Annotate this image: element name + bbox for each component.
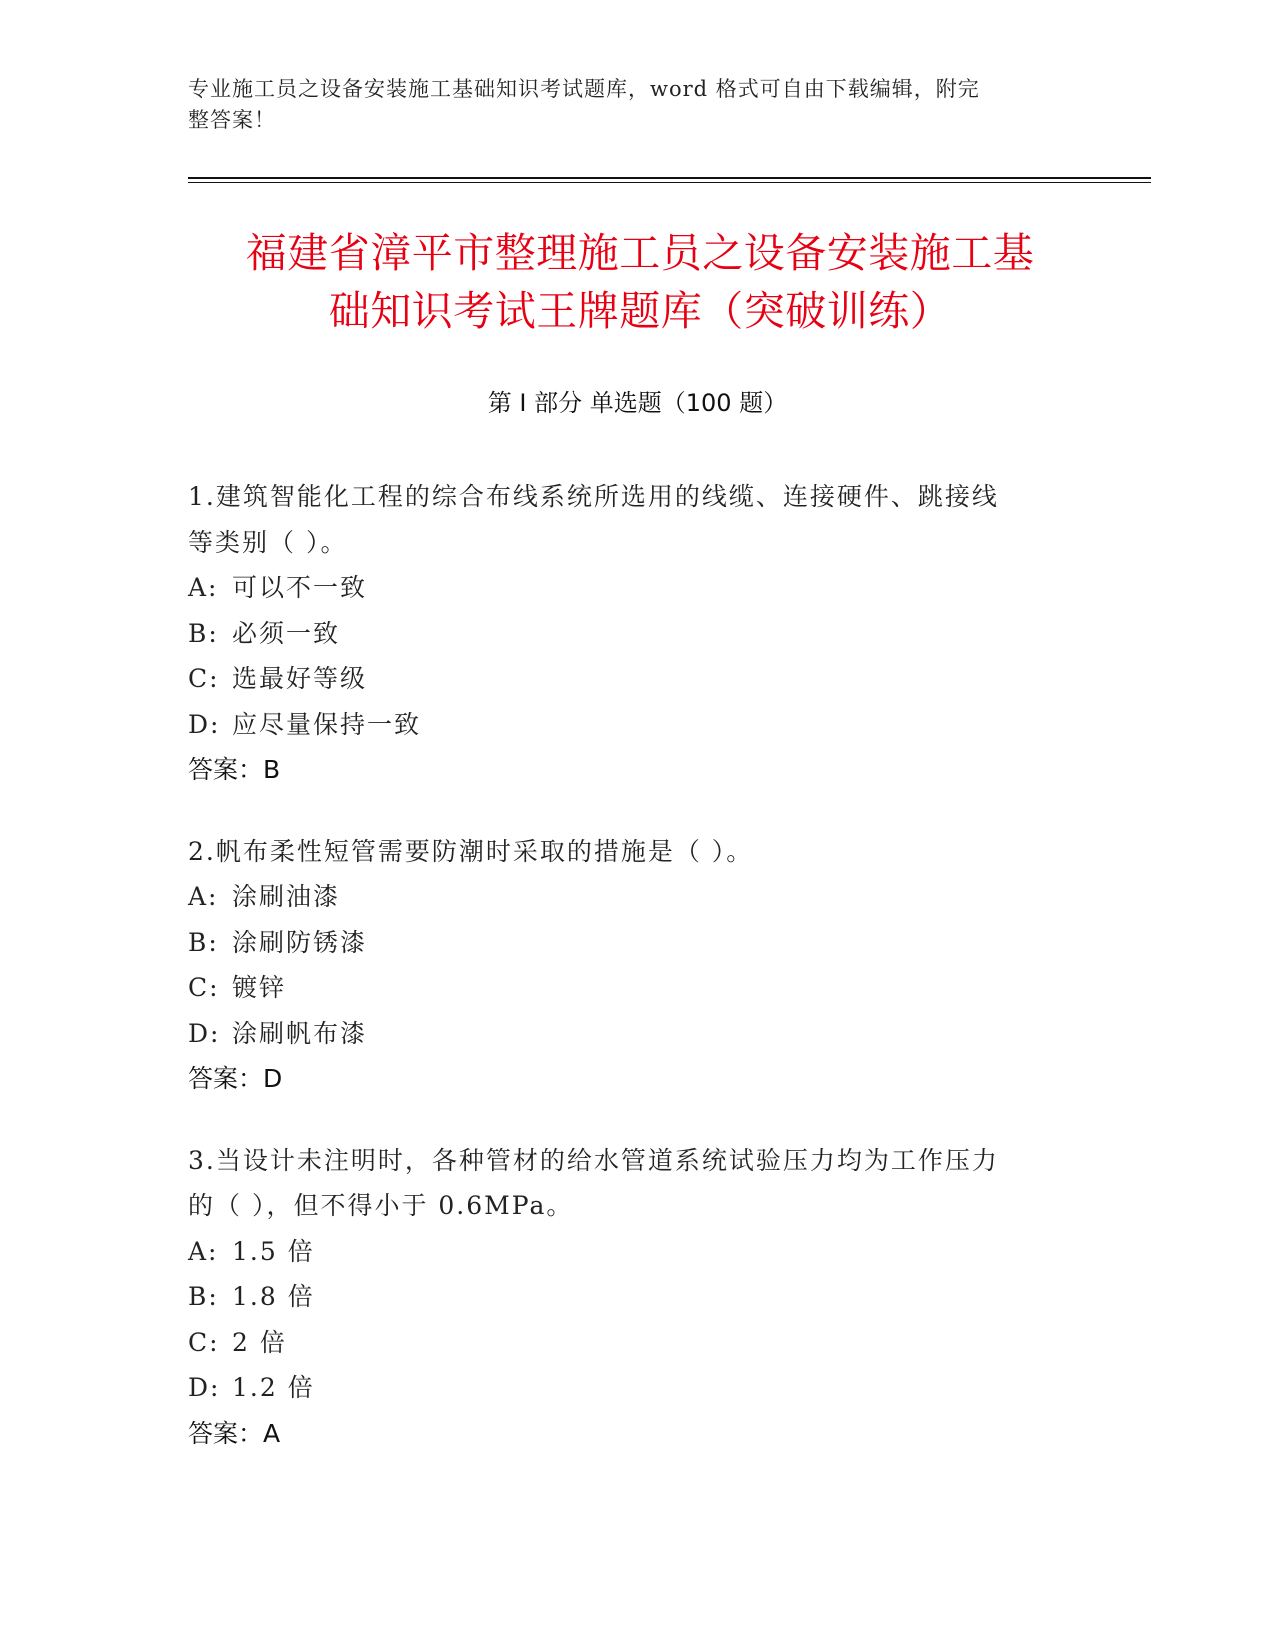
header-note-line: 专业施工员之设备安装施工基础知识考试题库，word 格式可自由下载编辑，附完 — [188, 77, 980, 101]
question-1 — [188, 474, 1078, 793]
option-key: D: — [188, 1018, 221, 1048]
question-stem: 2.帆布柔性短管需要防潮时采取的措施是（ ）。 — [188, 836, 754, 866]
section-title: 第 I 部分 单选题（100 题） — [487, 389, 788, 417]
option-text: 选最好等级 — [232, 664, 368, 693]
option-key: B: — [188, 618, 219, 648]
option-b — [188, 611, 1078, 657]
option-text: 1.5 倍 — [232, 1236, 315, 1266]
option-text: 必须一致 — [232, 618, 341, 648]
question-stem: 1.建筑智能化工程的综合布线系统所选用的线缆、连接硬件、跳接线 — [188, 482, 999, 511]
question-2 — [188, 829, 1078, 1102]
option-a — [188, 565, 1078, 611]
header-note — [188, 74, 1068, 136]
option-text: 涂刷帆布漆 — [232, 1018, 368, 1048]
option-c — [188, 656, 1078, 702]
option-key: B: — [188, 927, 219, 957]
option-key: C: — [188, 1327, 220, 1357]
option-key: B: — [188, 1282, 219, 1311]
option-key: A: — [188, 573, 219, 602]
header-note-line: 整答案！ — [188, 108, 276, 132]
option-d — [188, 1011, 1078, 1057]
question-stem: 等类别（ ）。 — [188, 527, 348, 557]
option-text: 可以不一致 — [232, 573, 368, 602]
option-text: 1.8 倍 — [232, 1282, 315, 1311]
option-text: 涂刷防锈漆 — [232, 927, 368, 957]
document-title-line: 福建省漳平市整理施工员之设备安装施工基 — [245, 229, 1035, 277]
option-key: D: — [188, 709, 221, 739]
header-divider-thin — [188, 182, 1151, 183]
option-key: C: — [188, 664, 220, 693]
option-d — [188, 702, 1078, 748]
answer-line: 答案：A — [188, 1418, 281, 1448]
option-text: 1.2 倍 — [232, 1373, 315, 1402]
answer-line: 答案：D — [188, 1064, 283, 1093]
answer-line: 答案：B — [188, 755, 281, 784]
option-text: 涂刷油漆 — [232, 882, 341, 911]
option-a — [188, 874, 1078, 920]
option-d — [188, 1365, 1078, 1411]
option-text: 镀锌 — [232, 973, 287, 1002]
question-list — [188, 474, 1078, 1492]
option-c — [188, 1320, 1078, 1366]
option-key: A: — [188, 1236, 219, 1266]
option-a — [188, 1229, 1078, 1275]
option-text: 2 倍 — [232, 1327, 287, 1357]
question-3 — [188, 1138, 1078, 1457]
document-title — [150, 224, 1130, 340]
option-key: A: — [188, 882, 219, 911]
question-stem: 的（ ），但不得小于 0.6MPa。 — [188, 1191, 574, 1220]
option-b — [188, 920, 1078, 966]
question-stem: 3.当设计未注明时，各种管材的给水管道系统试验压力均为工作压力 — [188, 1145, 999, 1175]
option-key: C: — [188, 973, 220, 1002]
option-text: 应尽量保持一致 — [232, 709, 422, 739]
option-key: D: — [188, 1373, 221, 1402]
document-title-line: 础知识考试王牌题库（突破训练） — [328, 287, 952, 335]
option-b — [188, 1274, 1078, 1320]
header-divider-thick — [188, 177, 1151, 179]
option-c — [188, 965, 1078, 1011]
